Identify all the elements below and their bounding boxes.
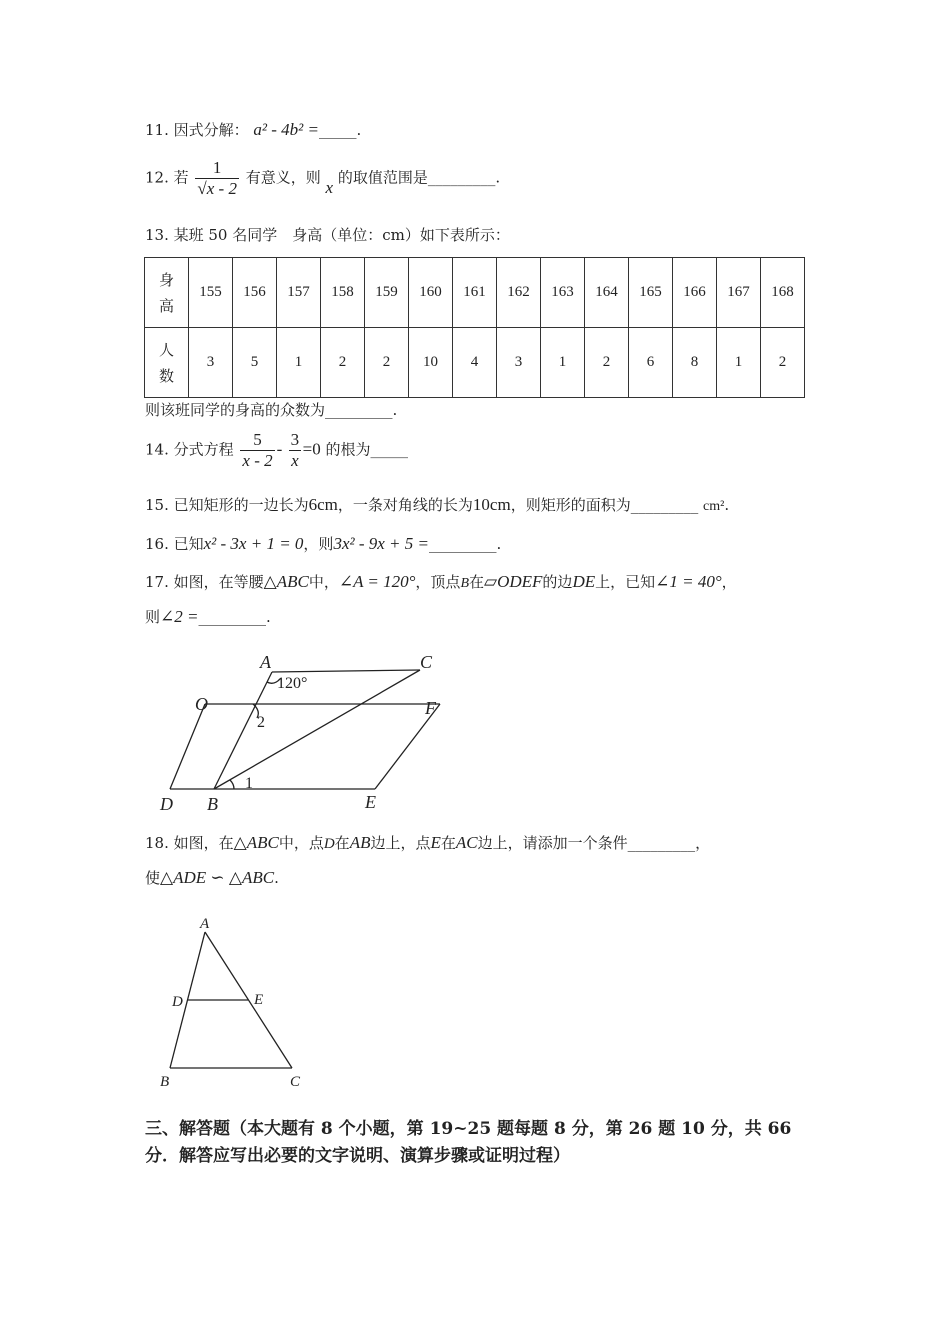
height-cell: 158 [321,258,365,328]
table-row-counts [145,328,805,398]
table-row-heights [145,258,805,328]
q18-triangle: △ABC [233,833,279,852]
height-cell: 160 [409,258,453,328]
q18-text: 在 [440,834,456,852]
q15-blank: _________ [630,496,699,514]
q18-text: 使 [145,869,161,887]
q18-end: . [274,869,279,887]
q11-prefix: 11. 因式分解： [145,121,249,139]
question-11 [145,120,361,140]
q14-f2-numerator: 3 [290,430,300,449]
q15-diagonal: 10cm [472,495,511,514]
q12-blank: _________ [427,168,496,187]
q17-vertex-b: B [460,576,469,591]
question-16 [145,534,501,554]
question-12 [145,158,500,199]
q14-prefix: 14. 分式方程 [145,440,234,459]
q11-blank: _____ [318,121,357,139]
count-cell: 1 [277,328,321,398]
q12-prefix: 12. 若 [145,168,189,187]
q12-denominator: √x - 2 [197,179,237,198]
question-18-line1 [145,833,710,854]
height-cell: 156 [233,258,277,328]
q14-fraction-2 [289,430,301,471]
label-d: D [160,794,173,814]
q17-text: 的边 [542,573,573,591]
q17-side-de: DE [572,572,596,591]
label-angle-120: 120° [277,675,308,692]
q15-unit: cm² [703,499,725,514]
q14-blank: _____ [370,440,409,459]
q15-part1: 15. 已知矩形的一边长为 [145,496,309,514]
q12-suffix: 的取值范围是 [337,168,428,187]
q11-expression: a² - 4b² = [253,120,319,139]
question-18-line2 [145,868,279,888]
row-label-count: 人数 [145,328,189,398]
count-cell: 6 [629,328,673,398]
label-b: B [160,1074,170,1090]
question-13-followup: 则该班同学的身高的众数为_________. [145,401,398,419]
q16-end: . [496,535,502,553]
height-table [144,257,805,398]
q14-equals: =0 [302,439,321,459]
q17-triangle: △ABC [263,572,309,591]
q18-point-d: D [323,836,335,852]
height-cell: 166 [673,258,717,328]
count-cell: 2 [365,328,409,398]
label-o: O [195,694,208,714]
q14-f2-denominator: x [291,451,299,470]
count-cell: 1 [717,328,761,398]
height-cell: 155 [189,258,233,328]
q16-mid: ，则 [303,535,334,553]
q15-side: 6cm [308,495,338,514]
label-a: A [200,916,210,932]
q18-side-ab: AB [349,833,371,852]
q17-parallelogram: ▱ODEF [484,572,543,591]
q18-text: 边上，点 [370,834,431,852]
line-ac [272,670,420,672]
q17-angle-1: ∠1 = 40° [655,572,722,591]
q18-text: 中，点 [278,834,324,852]
q16-blank: _________ [428,535,497,553]
label-d: D [172,994,183,1010]
label-c: C [420,652,433,672]
question-15 [145,495,729,517]
q18-text: 在 [334,834,350,852]
question-17-line2 [145,607,271,627]
count-cell: 2 [321,328,365,398]
q14-f1-numerator: 5 [253,430,262,449]
q18-text: ， [695,834,711,852]
q17-text: 上，已知 [595,573,656,591]
q18-blank: _________ [627,834,696,852]
q18-side-ac: AC [455,833,478,852]
q14-fraction-1 [240,430,274,471]
height-cell: 161 [453,258,497,328]
q17-text: 则 [145,608,161,626]
count-cell: 3 [189,328,233,398]
q17-text: 17. 如图，在等腰 [145,573,264,591]
figure-17 [150,648,450,818]
count-cell: 4 [453,328,497,398]
count-cell: 2 [761,328,805,398]
count-cell: 5 [233,328,277,398]
label-a: A [260,652,271,672]
question-14 [145,430,408,471]
q17-angle-2: ∠2 = [160,607,199,626]
count-cell: 3 [497,328,541,398]
q14-f1-denominator: x - 2 [242,451,273,470]
q17-angle-a: ∠A = 120° [338,572,416,591]
q18-text: 18. 如图，在 [145,834,234,852]
angle-arc-1 [230,780,234,789]
figure-18 [150,912,320,1092]
question-13: 13. 某班 50 名同学 身高（单位：cm）如下表所示： [145,226,510,244]
q18-text: 边上，请添加一个条件 [477,834,628,852]
label-angle-2: 2 [257,714,265,731]
height-cell: 165 [629,258,673,328]
count-cell: 1 [541,328,585,398]
row-label-height: 身高 [145,258,189,328]
count-cell: 10 [409,328,453,398]
q15-part3: ，则矩形的面积为 [510,496,631,514]
label-b: B [207,794,218,814]
height-cell: 168 [761,258,805,328]
q15-end: . [724,496,730,514]
q18-point-e: E [430,833,441,852]
q12-fraction [195,158,239,199]
label-angle-1: 1 [245,775,253,792]
q16-expression: 3x² - 9x + 5 = [333,534,429,553]
question-17-line1 [145,572,737,594]
count-cell: 2 [585,328,629,398]
q17-text: ，顶点 [415,573,461,591]
label-c: C [290,1074,301,1090]
height-cell: 162 [497,258,541,328]
height-cell: 159 [365,258,409,328]
label-e: E [254,992,264,1008]
q12-end: . [495,168,501,187]
q15-part2: ，一条对角线的长为 [337,496,473,514]
q12-mid: 有意义，则 [245,168,321,187]
q17-blank: _________ [198,608,266,626]
q17-text: ， [721,573,737,591]
height-cell: 164 [585,258,629,328]
q12-numerator: 1 [212,158,222,177]
q12-variable: x [325,177,334,197]
q18-similarity: △ADE ∽ △ABC [160,868,275,887]
q14-minus: - [276,439,283,459]
q17-end: . [265,608,271,626]
height-cell: 167 [717,258,761,328]
count-cell: 8 [673,328,717,398]
label-e: E [365,792,376,812]
section-3-heading: 三、解答题（本大题有 8 个小题，第 19~25 题每题 8 分，第 26 题 10 分，共 66 分．解答应写出必要的文字说明、演算步骤或证明过程） [145,1119,792,1166]
label-f: F [425,698,436,718]
q17-text: 在 [469,573,485,591]
line-od [170,704,205,789]
q16-equation: x² - 3x + 1 = 0 [203,534,304,553]
height-cell: 157 [277,258,321,328]
height-cell: 163 [541,258,585,328]
q11-end: . [356,121,362,139]
q16-prefix: 16. 已知 [145,535,204,553]
q17-text: 中， [308,573,339,591]
q14-suffix: 的根为 [325,440,371,459]
